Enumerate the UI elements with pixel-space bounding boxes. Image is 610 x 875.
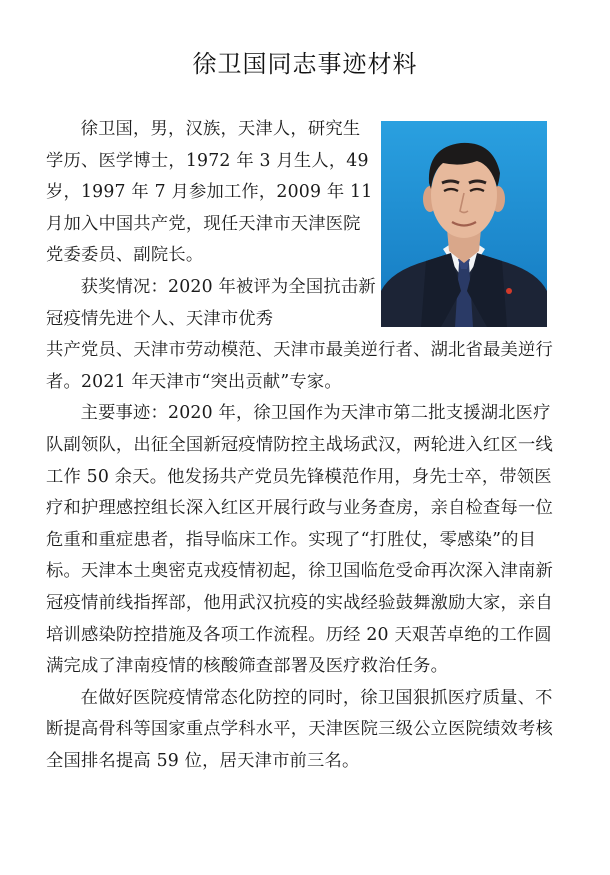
paragraph-awards-top: 获奖情况：2020 年被评为全国抗击新冠疫情先进个人、天津市优秀 [46,276,376,329]
document-body [46,114,568,777]
paragraph-awards-rest: 共产党员、天津市劳动模范、天津市最美逆行者、湖北省最美逆行者。2021 年天津市“突出贡献”专家。 [46,340,553,392]
paragraph-deeds: 主要事迹：2020 年，徐卫国作为天津市第二批支援湖北医疗队副领队，出征全国新冠疫情防控主战场武汉，两轮进入红区一线工作 50 余天。他发扬共产党员先锋模范作用，身先士卒，带领医疗和护理感控组长深入红区开展行政与业务查房，亲自检查每一位危重和重症患者，指导临床工作。实现了“打胜仗，零感染”的目标。天津本土奥密克戎疫情初起，徐卫国临危受命再次深入津南新冠疫情前线指挥部，他用武汉抗疫的实战经验鼓舞激励大家，亲自培训感染防控措施及各项工作流程。历经 20 天艰苦卓绝的工作圆满完成了津南疫情的核酸筛查部署及医疗救治任务。 [46,403,553,677]
paragraph-hospital: 在做好医院疫情常态化防控的同时，徐卫国狠抓医疗质量、不断提高骨科等国家重点学科水平，天津医院三级公立医院绩效考核全国排名提高 59 位，居天津市前三名。 [46,687,553,771]
paragraph-intro: 徐卫国，男，汉族，天津人，研究生学历、医学博士，1972 年 3 月生人，49 岁，1997 年 7 月参加工作，2009 年 11 月加入中国共产党，现任天津市天津医院党委委员、副院长。 [46,119,373,266]
document-title: 徐卫国同志事迹材料 [192,50,418,78]
